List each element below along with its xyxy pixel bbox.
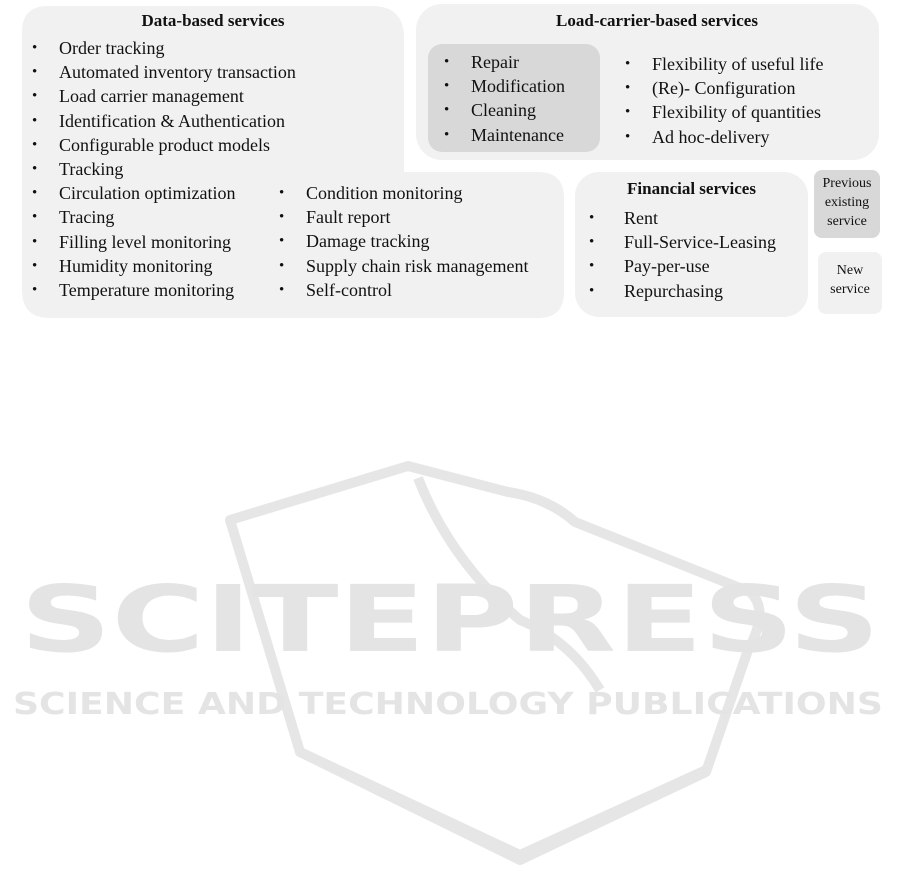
list-item: • Configurable product models	[32, 133, 296, 157]
list-item: • Maintenance	[444, 123, 565, 147]
legend-previous-existing	[814, 170, 880, 238]
list-item: • Tracking	[32, 157, 296, 181]
data-based-list-col1	[32, 36, 296, 302]
financial-list	[589, 206, 776, 303]
list-item: • (Re)- Configuration	[625, 76, 823, 100]
list-item: • Identification & Authentication	[32, 109, 296, 133]
list-item: • Flexibility of quantities	[625, 100, 823, 124]
list-item: • Filling level monitoring	[32, 230, 296, 254]
list-item: • Self-control	[279, 278, 528, 302]
list-item: • Order tracking	[32, 36, 296, 60]
load-carrier-existing-list	[444, 50, 565, 147]
list-item: • Fault report	[279, 205, 528, 229]
list-item: • Pay-per-use	[589, 254, 776, 278]
watermark-main: SCITEPRESS	[20, 566, 880, 673]
legend-new	[818, 252, 882, 314]
list-item: • Rent	[589, 206, 776, 230]
list-item: • Humidity monitoring	[32, 254, 296, 278]
list-item: • Load carrier management	[32, 84, 296, 108]
list-item: • Circulation optimization	[32, 181, 296, 205]
list-item: • Condition monitoring	[279, 181, 528, 205]
list-item: • Temperature monitoring	[32, 278, 296, 302]
list-item: • Damage tracking	[279, 229, 528, 253]
data-based-title: Data-based services	[141, 11, 285, 30]
list-item: • Automated inventory transaction	[32, 60, 296, 84]
list-item: • Ad hoc-delivery	[625, 125, 823, 149]
list-item: • Repair	[444, 50, 565, 74]
list-item: • Modification	[444, 74, 565, 98]
legend-new-label: New service	[830, 263, 870, 297]
watermark-sub: SCIENCE AND TECHNOLOGY PUBLICATIONS	[13, 687, 883, 722]
legend-previous-label: Previous existing service	[822, 176, 872, 229]
load-carrier-new-list	[625, 52, 823, 149]
book-logo-icon	[230, 466, 760, 860]
data-based-list-col2	[279, 181, 528, 302]
list-item: • Full-Service-Leasing	[589, 230, 776, 254]
list-item: • Flexibility of useful life	[625, 52, 823, 76]
list-item: • Repurchasing	[589, 279, 776, 303]
financial-title: Financial services	[627, 179, 756, 198]
list-item: • Supply chain risk management	[279, 254, 528, 278]
list-item: • Cleaning	[444, 98, 565, 122]
load-carrier-title: Load-carrier-based services	[556, 11, 758, 30]
list-item: • Tracing	[32, 205, 296, 229]
